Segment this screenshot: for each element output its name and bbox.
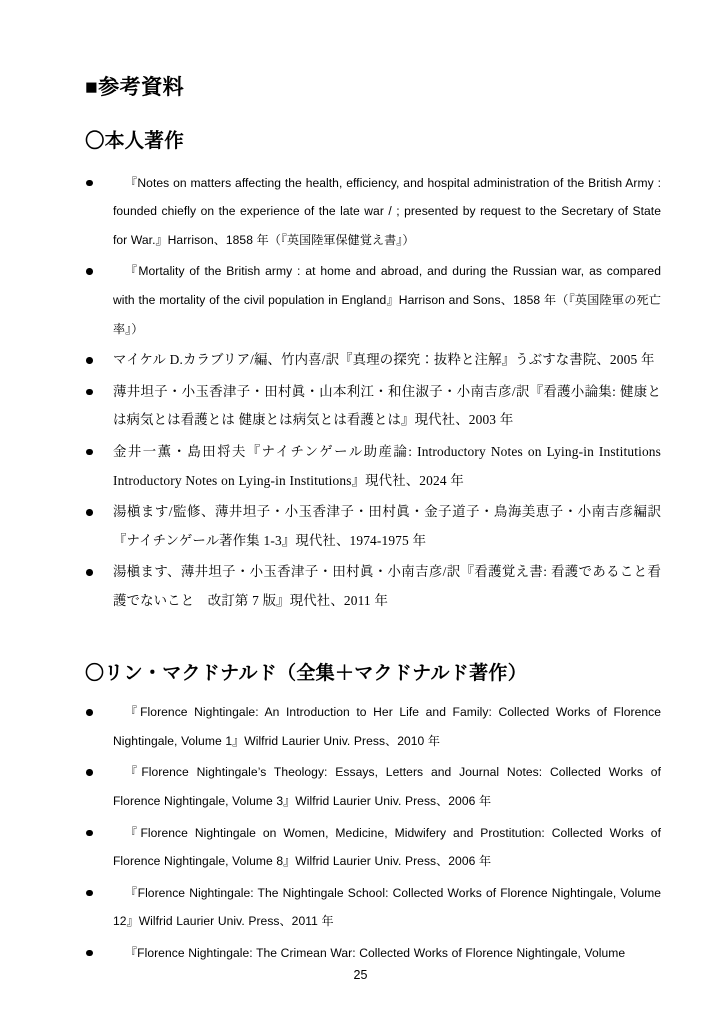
reference-text: 『Notes on matters affecting the health, efficiency, and hospital administration of the British Army : founded chiefly on the experience of the late war / ; presented by request to the Secretary of State for War.』Harrison、1858 年（『英国陸軍保健覚え書』） (113, 175, 661, 247)
reference-text: 湯槇ます/監修、薄井坦子・小玉香津子・田村眞・金子道子・鳥海美恵子・小南吉彦編訳『ナイチンゲール著作集 1-3』現代社、1974-1975 年 (113, 504, 661, 548)
list-item (85, 169, 661, 255)
list-item (85, 698, 661, 755)
list-item (85, 758, 661, 815)
reference-list-macdonald (85, 698, 661, 967)
list-item (85, 346, 661, 375)
list-item (85, 879, 661, 936)
reference-text: 湯槇ます、薄井坦子・小玉香津子・田村眞・小南吉彦/訳『看護覚え書: 看護であること看護でないこと 改訂第 7 版』現代社、2011 年 (113, 564, 661, 608)
page-number: 25 (353, 968, 368, 982)
reference-text: 『Florence Nightingale: The Nightingale School: Collected Works of Florence Nightingale, Volume 12』Wilfrid Laurier Univ. Press、2011 年 (113, 885, 661, 929)
section-heading-macdonald: 〇リン・マクドナルド（全集＋マクドナルド著作） (85, 662, 528, 684)
list-item (85, 257, 661, 343)
section-heading-own-works: 〇本人著作 (85, 131, 185, 153)
reference-text: 『Florence Nightingale: An Introduction to Her Life and Family: Collected Works of Florence Nightingale, Volume 1』Wilfrid Laurier Univ. Press、2010 年 (113, 705, 661, 748)
page-content (85, 74, 661, 971)
reference-text: 薄井坦子・小玉香津子・田村眞・山本利江・和住淑子・小南吉彦/訳『看護小論集: 健康とは病気とは看護とは 健康とは病気とは看護とは』現代社、2003 年 (113, 383, 661, 428)
reference-list-own-works (85, 169, 661, 616)
reference-text: 『Florence Nightingale’s Theology: Essays, Letters and Journal Notes: Collected Works of Florence Nightingale, Volume 3』Wilfrid Laurier Univ. Press、2006 年 (113, 765, 661, 809)
reference-text: 『Florence Nightingale: The Crimean War: Collected Works of Florence Nightingale, Volume (125, 945, 626, 960)
list-item (85, 819, 661, 876)
list-item (85, 498, 661, 555)
reference-text: 金井一薫・島田将夫『ナイチンゲール助産論: Introductory Notes on Lying-in Institutions Introductory Notes on Lying-in Institutions』現代社、2024 年 (113, 443, 661, 488)
list-item (85, 378, 661, 435)
reference-text: 『Florence Nightingale on Women, Medicine, Midwifery and Prostitution: Collected Works of Florence Nightingale, Volume 8』Wilfrid Laurier Univ. Press、2006 年 (113, 825, 661, 869)
reference-text: マイケル D.カラブリア/編、竹内喜/訳『真理の探究：抜粋と注解』うぶすな書院、2005 年 (113, 352, 655, 368)
reference-text: 『Mortality of the British army : at home and abroad, and during the Russian war, as compared with the mortality of the civil population in England』Harrison and Sons、1858 年（『英国陸軍の死亡率』） (113, 264, 661, 336)
list-item (85, 939, 661, 968)
list-item (85, 438, 661, 495)
list-item (85, 558, 661, 615)
page-title: ■参考資料 (85, 75, 185, 99)
